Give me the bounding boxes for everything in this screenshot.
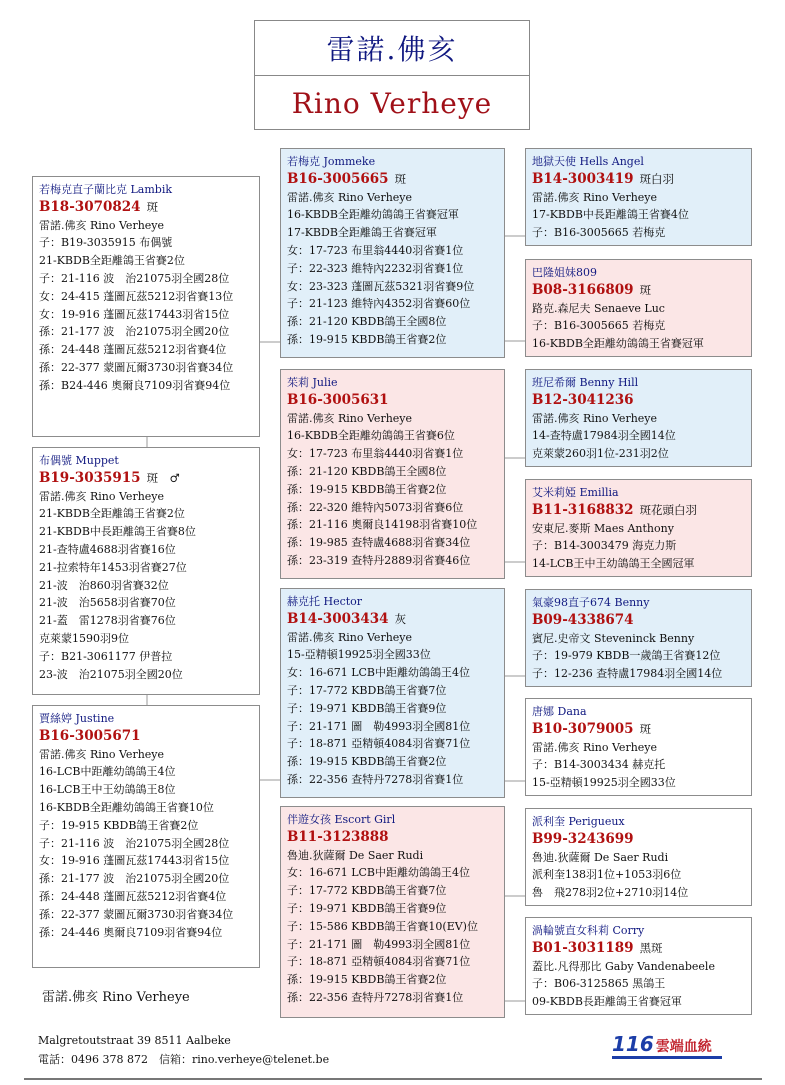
sss-color: 斑白羽 <box>639 171 675 186</box>
dam-sire-line: 孫：22-356 查特丹7278羽省賽1位 <box>287 772 464 786</box>
sire-dam-box <box>280 369 505 579</box>
ddd-ring-row <box>532 940 745 958</box>
sire-dam-name: 茱莉 Julie <box>287 376 338 389</box>
dds-line: 派利奎138羽1位+1053羽6位 <box>532 868 682 882</box>
dam-dam-lines <box>287 847 498 1007</box>
sds-line: 14-查特盧17984羽全國14位 <box>532 429 676 443</box>
dam-sire-line: 雷諾.佛亥 Rino Verheye <box>287 630 413 644</box>
sds-line: 克萊蒙260羽1位-231羽2位 <box>532 447 669 461</box>
owner-name-english: Rino Verheye <box>291 87 493 120</box>
sire-box <box>32 176 260 437</box>
bottom-divider <box>24 1078 762 1080</box>
subject-box <box>32 447 260 695</box>
dsd-ring: B10-3079005 <box>532 720 634 737</box>
sire-sire-line: 孫：19-915 KBDB鴿王省賽2位 <box>287 332 447 346</box>
sds-name: 班尼希爾 Benny Hill <box>532 376 639 389</box>
sdd-line: 安東尼.麥斯 Maes Anthony <box>532 521 674 535</box>
dsd-line: 雷諾.佛亥 Rino Verheye <box>532 740 658 754</box>
sire-line: 21-KBDB全距離鴿王省賽2位 <box>39 254 185 268</box>
sire-dam-lines <box>287 410 498 570</box>
sdd-color: 斑花頭白羽 <box>639 502 698 517</box>
ddd-name: 渦輪號直女科莉 Corry <box>532 924 645 937</box>
sire-line: 子：B19-3035915 布偶號 <box>39 236 173 250</box>
dam-line: 女：19-916 蓬圖瓦茲17443羽省15位 <box>39 854 230 868</box>
footer-contact: 電話：0496 378 872 信箱：rino.verheye@telenet.be <box>38 1053 330 1066</box>
dsd-name: 唐娜 Dana <box>532 705 587 718</box>
sire-line: 女：24-415 蓬圖瓦茲5212羽省賽13位 <box>39 289 234 303</box>
dam-dam-line: 子：21-171 圖 勒4993羽全國81位 <box>287 937 471 951</box>
dss-line: 賓尼.史帝文 Steveninck Benny <box>532 631 695 645</box>
sire-line: 雷諾.佛亥 Rino Verheye <box>39 218 165 232</box>
sire-sire-line: 17-KBDB全距離鴿王省賽冠軍 <box>287 226 437 240</box>
sss-ring-row <box>532 171 745 189</box>
dam-sire-line: 子：21-171 圖 勒4993羽全國81位 <box>287 719 471 733</box>
sire-sire-line: 子：21-123 維特內4352羽省賽60位 <box>287 297 471 311</box>
dam-dam-line: 子：19-971 KBDB鴿王省賽9位 <box>287 901 447 915</box>
subject-line: 21-波 治5658羽省賽70位 <box>39 596 176 610</box>
subject-name: 布偶號 Muppet <box>39 454 119 467</box>
subject-line: 21-波 治860羽省賽32位 <box>39 578 169 592</box>
ddd-box <box>525 917 752 1015</box>
sire-dam-line: 16-KBDB全距離幼鴿鴿王省賽6位 <box>287 429 455 443</box>
dds-line: 魯 飛278羽2位+2710羽14位 <box>532 886 689 900</box>
sire-ring-row <box>39 199 253 217</box>
dam-box <box>32 705 260 968</box>
sire-sire-line: 子：22-323 維特內2232羽省賽1位 <box>287 261 464 275</box>
dss-box <box>525 589 752 687</box>
ddd-color: 黑斑 <box>639 940 663 955</box>
ddd-line: 蓋比.凡得那比 Gaby Vandenabeele <box>532 959 715 973</box>
sire-dam-line: 孫：23-319 查特丹2889羽省賽46位 <box>287 553 471 567</box>
sire-ring: B18-3070824 <box>39 198 141 215</box>
dam-sire-lines <box>287 629 498 789</box>
sire-lines <box>39 217 253 395</box>
dds-name: 派利奎 Perigueux <box>532 815 625 828</box>
dam-sire-line: 子：18-871 亞精頓4084羽省賽71位 <box>287 737 471 751</box>
sire-name: 若梅克直子蘭比克 Lambik <box>39 183 173 196</box>
sss-ring: B14-3003419 <box>532 170 634 187</box>
sire-sire-line: 女：23-323 蓬圖瓦茲5321羽省賽9位 <box>287 279 475 293</box>
sire-dam-line: 孫：21-116 奧爾良14198羽省賽10位 <box>287 518 478 532</box>
sire-sire-name: 若梅克 Jommeke <box>287 155 376 168</box>
ssd-ring: B08-3166809 <box>532 281 634 298</box>
dam-dam-line: 子：18-871 亞精頓4084羽省賽71位 <box>287 955 471 969</box>
dam-line: 孫：24-446 奧爾良7109羽省賽94位 <box>39 925 223 939</box>
sire-line: 孫：22-377 蒙圖瓦爾3730羽省賽34位 <box>39 360 234 374</box>
dam-dam-line: 子：15-586 KBDB鴿王省賽10(EV)位 <box>287 919 478 933</box>
sdd-line: 子：B14-3003479 海克力斯 <box>532 539 677 553</box>
dam-ring: B16-3005671 <box>39 727 141 744</box>
sire-line: 孫：21-177 波 治21075羽全國20位 <box>39 325 230 339</box>
subject-line: 21-拉索特年1453羽省賽27位 <box>39 560 187 574</box>
sdd-box <box>525 479 752 577</box>
sdd-ring-row <box>532 502 745 520</box>
sss-line: 雷諾.佛亥 Rino Verheye <box>532 190 658 204</box>
dsd-ring-row <box>532 721 745 739</box>
dam-dam-line: 魯迪.狄薩爾 De Saer Rudi <box>287 848 424 862</box>
dam-name: 賈絲婷 Justine <box>39 712 115 725</box>
subject-line: 21-蓋 雷1278羽省賽76位 <box>39 614 176 628</box>
sire-line: 子：21-116 波 治21075羽全國28位 <box>39 271 230 285</box>
sire-dam-line: 孫：19-915 KBDB鴿王省賽2位 <box>287 482 447 496</box>
sdd-name: 艾米莉婭 Emillia <box>532 486 619 499</box>
dam-sire-line: 女：16-671 LCB中距離幼鴿鴿王4位 <box>287 666 471 680</box>
dam-sire-ring: B14-3003434 <box>287 610 389 627</box>
owner-name-chinese: 雷諾.佛亥 <box>255 21 529 76</box>
sire-line: 孫：24-448 蓬圖瓦茲5212羽省賽4位 <box>39 343 227 357</box>
dam-line: 孫：24-448 蓬圖瓦茲5212羽省賽4位 <box>39 889 227 903</box>
sire-dam-line: 孫：21-120 KBDB鴿王全國8位 <box>287 464 447 478</box>
ssd-box <box>525 259 752 357</box>
dam-line: 孫：21-177 波 治21075羽全國20位 <box>39 872 230 886</box>
sds-ring-row <box>532 392 745 410</box>
dam-dam-line: 女：16-671 LCB中距離幼鴿鴿王4位 <box>287 866 471 880</box>
sire-dam-line: 孫：22-320 維特內5073羽省賽6位 <box>287 500 464 514</box>
sdd-line: 14-LCB王中王幼鴿鴿王全國冠軍 <box>532 557 695 571</box>
sire-sire-lines <box>287 189 498 349</box>
dam-dam-line: 子：17-772 KBDB鴿王省賽7位 <box>287 884 447 898</box>
dam-line: 雷諾.佛亥 Rino Verheye <box>39 747 165 761</box>
subject-line: 23-波 治21075羽全國20位 <box>39 667 183 681</box>
logo-number: 116 <box>612 1032 654 1056</box>
dds-ring: B99-3243699 <box>532 830 634 847</box>
dam-ring-row <box>39 728 253 746</box>
sire-line: 孫：B24-446 奧爾良7109羽省賽94位 <box>39 378 231 392</box>
sss-name: 地獄天使 Hells Angel <box>532 155 644 168</box>
sire-dam-ring-row <box>287 392 498 410</box>
ssd-name: 巴隆姐妹809 <box>532 266 597 279</box>
subject-line: 21-查特盧4688羽省賽16位 <box>39 542 176 556</box>
dam-sire-line: 子：17-772 KBDB鴿王省賽7位 <box>287 683 447 697</box>
sire-dam-ring: B16-3005631 <box>287 391 389 408</box>
sire-dam-line: 孫：19-985 查特盧4688羽省賽34位 <box>287 536 471 550</box>
dss-name: 氣豪98直子674 Benny <box>532 596 650 609</box>
sire-color: 斑 <box>146 199 159 214</box>
dam-dam-line: 孫：19-915 KBDB鴿王省賽2位 <box>287 973 447 987</box>
dam-dam-line: 孫：22-356 查特丹7278羽省賽1位 <box>287 990 464 1004</box>
subject-line: 雷諾.佛亥 Rino Verheye <box>39 489 165 503</box>
sire-sire-color: 斑 <box>394 171 407 186</box>
ddd-ring: B01-3031189 <box>532 939 634 956</box>
sds-line: 雷諾.佛亥 Rino Verheye <box>532 411 658 425</box>
subject-ring-row <box>39 470 253 488</box>
dam-line: 子：21-116 波 治21075羽全國28位 <box>39 836 230 850</box>
sire-dam-line: 雷諾.佛亥 Rino Verheye <box>287 411 413 425</box>
dsd-box <box>525 698 752 796</box>
cloud-pedigree-logo <box>612 1032 712 1056</box>
sire-sire-box <box>280 148 505 358</box>
dam-sire-line: 子：19-971 KBDB鴿王省賽9位 <box>287 701 447 715</box>
dam-line: 16-LCB王中王幼鴿鴿王8位 <box>39 783 176 797</box>
sds-box <box>525 369 752 467</box>
subject-line: 子：B21-3061177 伊普拉 <box>39 649 173 663</box>
sire-sire-line: 16-KBDB全距離幼鴿鴿王省賽冠軍 <box>287 208 459 222</box>
subject-lines <box>39 488 253 684</box>
footer-address: Malgretoutstraat 39 8511 Aalbeke <box>38 1034 231 1047</box>
dss-ring-row <box>532 612 745 630</box>
dam-lines <box>39 746 253 942</box>
logo-text: 雲端血統 <box>655 1039 712 1055</box>
dsd-color: 斑 <box>639 721 652 736</box>
dam-sire-color: 灰 <box>394 611 407 626</box>
subject-line: 21-KBDB全距離鴿王省賽2位 <box>39 507 185 521</box>
dss-line: 子：12-236 查特盧17984羽全國14位 <box>532 667 723 681</box>
subject-color: 斑 ♂ <box>146 470 180 485</box>
footer-owner-name: 雷諾.佛亥 Rino Verheye <box>42 990 190 1005</box>
sss-box <box>525 148 752 246</box>
ddd-line: 09-KBDB長距離鴿王省賽冠軍 <box>532 995 682 1009</box>
dam-line: 16-LCB中距離幼鴿鴿王4位 <box>39 765 176 779</box>
ssd-ring-row <box>532 282 745 300</box>
dam-dam-name: 伴遊女孩 Escort Girl <box>287 813 396 826</box>
dam-sire-line: 15-亞精頓19925羽全國33位 <box>287 648 431 662</box>
logo-underline <box>612 1056 722 1059</box>
dam-sire-box <box>280 588 505 798</box>
subject-line: 21-KBDB中長距離鴿王省賽8位 <box>39 525 196 539</box>
dam-sire-name: 赫克托 Hector <box>287 595 363 608</box>
ssd-line: 子：B16-3005665 若梅克 <box>532 319 666 333</box>
sss-line: 子：B16-3005665 若梅克 <box>532 226 666 240</box>
subject-line: 克萊蒙1590羽9位 <box>39 631 129 645</box>
sire-sire-line: 雷諾.佛亥 Rino Verheye <box>287 190 413 204</box>
sire-sire-line: 女：17-723 布里翁4440羽省賽1位 <box>287 243 464 257</box>
ssd-line: 16-KBDB全距離幼鴿鴿王省賽冠軍 <box>532 337 704 351</box>
dds-ring-row <box>532 831 745 849</box>
ssd-color: 斑 <box>639 282 652 297</box>
dam-dam-box <box>280 806 505 1018</box>
sss-line: 17-KBDB中長距離鴿王省賽4位 <box>532 208 689 222</box>
sire-sire-line: 孫：21-120 KBDB鴿王全國8位 <box>287 315 447 329</box>
dsd-line: 15-亞精頓19925羽全國33位 <box>532 776 676 790</box>
dds-line: 魯迪.狄薩爾 De Saer Rudi <box>532 850 669 864</box>
dam-sire-ring-row <box>287 611 498 629</box>
dss-line: 子：19-979 KBDB一歲鴿王省賽12位 <box>532 649 721 663</box>
dam-line: 孫：22-377 蒙圖瓦爾3730羽省賽34位 <box>39 907 234 921</box>
dds-box <box>525 808 752 906</box>
dss-ring: B09-4338674 <box>532 611 634 628</box>
sire-sire-ring-row <box>287 171 498 189</box>
dam-line: 16-KBDB全距離幼鴿鴿王省賽10位 <box>39 800 214 814</box>
dam-dam-ring-row <box>287 829 498 847</box>
sds-ring: B12-3041236 <box>532 391 634 408</box>
dam-dam-ring: B11-3123888 <box>287 828 389 845</box>
subject-ring: B19-3035915 <box>39 469 141 486</box>
sire-dam-line: 女：17-723 布里翁4440羽省賽1位 <box>287 447 464 461</box>
dam-sire-line: 孫：19-915 KBDB鴿王省賽2位 <box>287 755 447 769</box>
dsd-line: 子：B14-3003434 赫克托 <box>532 758 666 772</box>
dam-line: 子：19-915 KBDB鴿王省賽2位 <box>39 818 199 832</box>
ssd-line: 路克.森尼夫 Senaeve Luc <box>532 301 665 315</box>
sire-line: 女：19-916 蓬圖瓦茲17443羽省15位 <box>39 307 230 321</box>
sdd-ring: B11-3168832 <box>532 501 634 518</box>
sire-sire-ring: B16-3005665 <box>287 170 389 187</box>
ddd-line: 子：B06-3125865 黑鴿王 <box>532 977 666 991</box>
